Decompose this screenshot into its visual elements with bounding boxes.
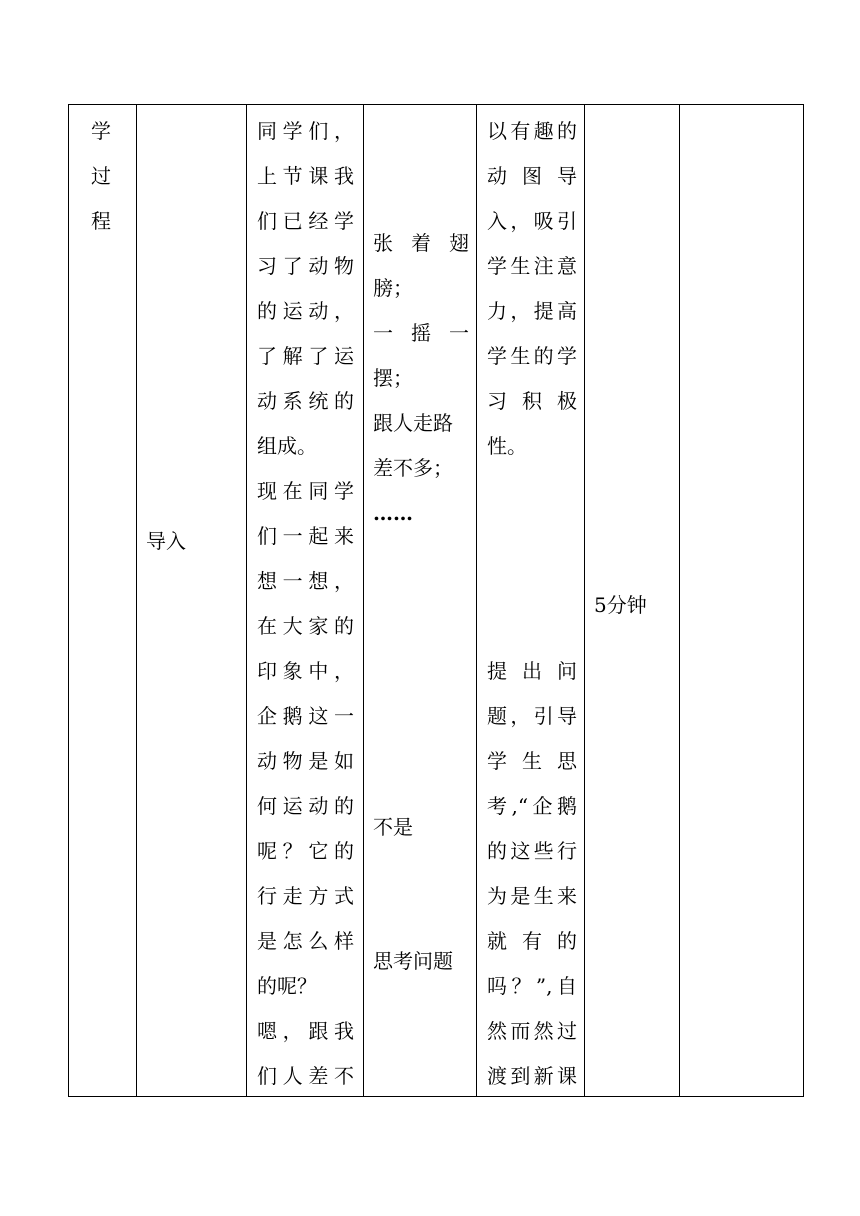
intent-line: 考,“企鹅: [487, 794, 577, 818]
teacher-line: 何运动的: [257, 794, 354, 818]
column-divider: [246, 105, 247, 1096]
student-line: 跟人走路: [373, 411, 453, 435]
time-cell: 5分钟: [594, 593, 647, 617]
teacher-line: 呢？它的: [257, 839, 354, 863]
teacher-line: 行走方式: [257, 884, 354, 908]
teacher-line: 了解了运: [257, 344, 354, 368]
column-divider: [476, 105, 477, 1096]
teacher-line: 们已经学: [257, 209, 354, 233]
student-line: 膀；: [373, 276, 413, 300]
column-divider: [679, 105, 680, 1096]
teacher-line: 嗯，跟我: [257, 1019, 354, 1043]
column-divider: [584, 105, 585, 1096]
design-intent-cell: [487, 109, 577, 469]
teacher-line: 想一想，: [257, 569, 354, 593]
teacher-line: 上节课我: [257, 164, 354, 188]
intent-line: 然而然过: [487, 1019, 577, 1043]
teacher-line: 现在同学: [257, 479, 354, 503]
section-char: 学: [91, 119, 111, 143]
teacher-line: 动物是如: [257, 749, 354, 773]
student-line: 摆；: [373, 366, 413, 390]
student-line: ……: [373, 501, 413, 525]
teacher-line: 印象中，: [257, 659, 354, 683]
intent-line: 学生思: [487, 749, 577, 773]
teacher-line: 习了动物: [257, 254, 354, 278]
intent-line: 性。: [487, 434, 527, 458]
section-char: 程: [91, 209, 111, 233]
intent-line: 题，引导: [487, 704, 577, 728]
intent-line: 学生的学: [487, 344, 577, 368]
intent-line: 提出问: [487, 659, 577, 683]
section-cell: [91, 109, 121, 244]
teacher-line: 是怎么样: [257, 929, 354, 953]
lesson-plan-table: [68, 104, 804, 1097]
teacher-line: 企鹅这一: [257, 704, 354, 728]
intent-line: 力，提高: [487, 299, 577, 323]
intent-line: 动图导: [487, 164, 577, 188]
student-line: 差不多；: [373, 456, 453, 480]
intent-line: 入，吸引: [487, 209, 577, 233]
student-activity-cell: [373, 221, 469, 536]
teacher-line: 们一起来: [257, 524, 354, 548]
student-answer-think: 思考问题: [373, 949, 453, 973]
design-intent-cell-2: [487, 649, 577, 1099]
intent-line: 学生注意: [487, 254, 577, 278]
teacher-line: 的呢？: [257, 974, 317, 998]
section-char: 过: [91, 164, 111, 188]
intent-line: 为是生来: [487, 884, 577, 908]
student-line: 一摇一: [373, 321, 469, 345]
intent-line: 以有趣的: [487, 119, 577, 143]
student-line: 张着翅: [373, 231, 469, 255]
student-answer-no: 不是: [373, 815, 413, 839]
teacher-line: 动系统的: [257, 389, 354, 413]
stage-cell: 导入: [146, 529, 186, 553]
intent-line: 习积极: [487, 389, 577, 413]
intent-line: 的这些行: [487, 839, 577, 863]
notes-cell: [689, 105, 799, 1095]
intent-line: 渡到新课: [487, 1064, 577, 1088]
intent-line: 吗？”,自: [487, 974, 577, 998]
teacher-line: 的运动，: [257, 299, 354, 323]
teacher-line: 们人差不: [257, 1064, 354, 1088]
teacher-line: 在大家的: [257, 614, 354, 638]
column-divider: [363, 105, 364, 1096]
column-divider: [136, 105, 137, 1096]
teacher-activity-cell: [257, 109, 354, 1099]
teacher-line: 组成。: [257, 434, 317, 458]
teacher-line: 同学们，: [257, 119, 354, 143]
intent-line: 就有的: [487, 929, 577, 953]
